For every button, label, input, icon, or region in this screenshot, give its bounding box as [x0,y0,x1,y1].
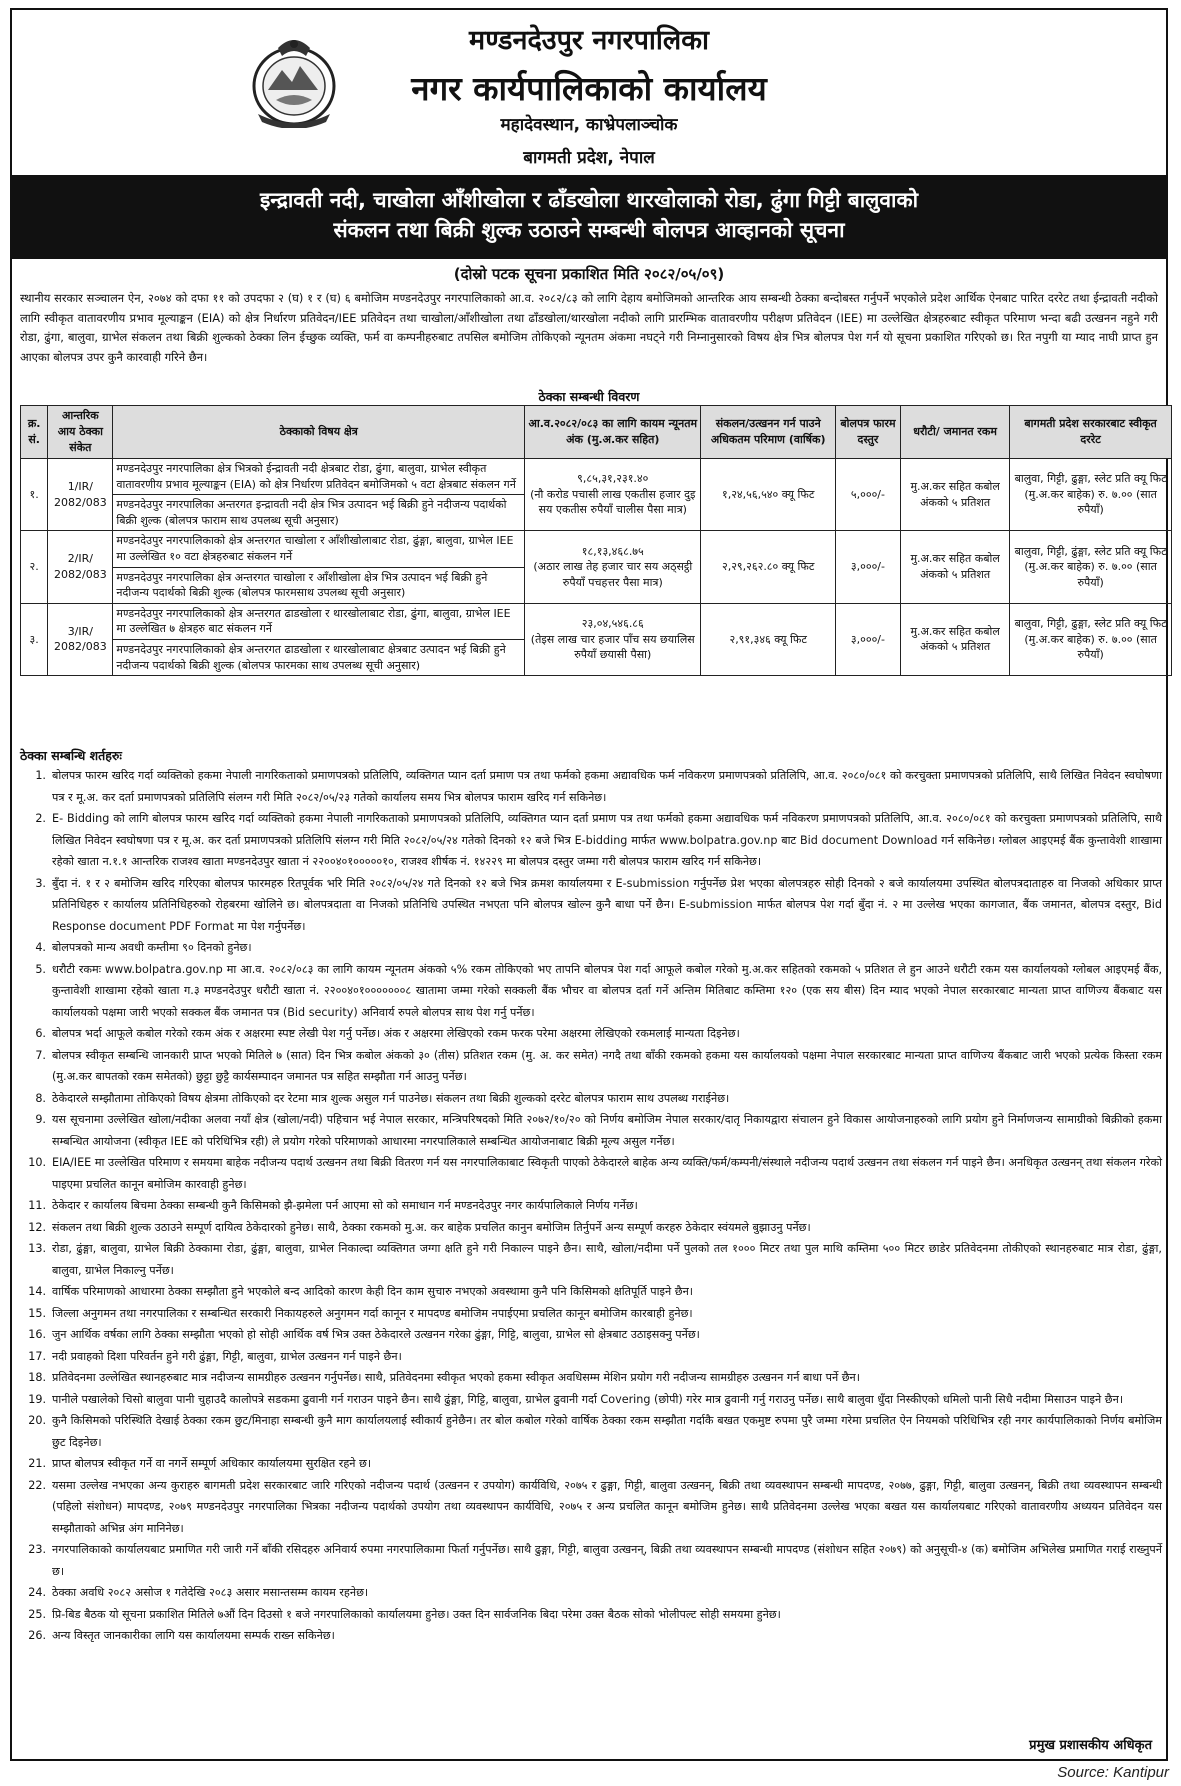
condition-number: 13. [28,1242,46,1255]
condition-text: जिल्ला अनुगमन तथा नगरपालिका र सम्बन्धित सरकारी निकायहरुले अनुगमन गर्दा कानून र मापदण्ड बमोजिम नपाईएमा प्रचलित कानून बमोजिम कारबाही हुनेछ। [52,1306,693,1320]
table-row [21,459,1172,531]
condition-number: 3. [35,876,46,890]
condition-number: 16. [28,1328,46,1341]
row-scope-sale: मण्डनदेउपुर नगरपालिका क्षेत्र अन्तरगत चाखोला र आँशीखोला क्षेत्र भित्र उत्पादन भई बिक्री हुने नदीजन्य पदार्थको बिक्री शुल्क (बोलपत्र फारमसाथ उपलब्ध सूची अनुसार) [113,567,524,603]
row-scope-collection: मण्डनदेउपुर नगरपालिकाको क्षेत्र अन्तरगत चाखोला र आँशीखोलाबाट रोडा, ढुंङ्गा, बालुवा, ग्राभेल IEE मा उल्लेखित १० वटा क्षेत्रहरुबाट संकलन गर्ने [116,534,514,563]
condition-item [20,765,1162,808]
condition-number: 7. [35,1048,46,1062]
row-scope-collection: मण्डनदेउपुर नगरपालिकाको क्षेत्र अन्तरगत ढाडखोला र थारखोलाबाट रोडा, ढुंगा, बालुवा, ग्राभेल IEE मा उल्लेखित ७ क्षेत्रहरु बाट संकलन गर्ने [116,606,511,636]
row-scope [113,459,525,531]
row-deposit: मु.अ.कर सहित कबोल अंकको ५ प्रतिशत [901,531,1010,603]
condition-text: यसमा उल्लेख नभएका अन्य कुराहरु बागमती प्रदेश सरकारबाट जारि गरिएको नदीजन्य पदार्थ (उत्खनन र उपयोग) कार्यविधि, २०७५ र ढुङ्गा, गिट्टी, बालुवा उत्खनन्, बिक्री तथा व्यवस्थापन सम्बन्धी मापदण्ड, २०७७, ढुङ्गा, गिट्टी, बालुवा उत्खनन्, बिक्री तथा व्यवस्थापन सम्बन्धी (पहिलो संशोधन) मापदण्ड, २०७९ मण्डनदेउपुर नगरपालिका भित्रका नदीजन्य पदार्थको उपयोग तथा व्यवस्थापन कार्यविधि, २०७५ र अन्य प्रचलित कानून बमोजिम हुनेछ। साथै प्रतिवेदनमा उल्लेख भएका बखत यस कार्यालयबाट गरिएको वातावरणीय अध्ययन प्रतिवेदन यस सम्झौताको अभिन्न अंग मानिनेछ। [52,1478,1163,1535]
row-min-amount [525,531,701,603]
condition-item [20,1109,1162,1152]
row-scope-sale: मण्डनदेउपुर नगरपालिका अन्तरगत इन्द्रावती नदी क्षेत्र भित्र उत्पादन भई बिक्री हुने नदीजन्य पदार्थको बिक्री शुल्क (बोलपत्र फाराम साथ उपलब्ध सूची अनुसार) [113,494,524,530]
condition-number: 2. [35,812,46,825]
condition-item [20,1604,1162,1626]
condition-text: EIA/IEE मा उल्लेखित परिमाण र समयमा बाहेक नदीजन्य पदार्थ उत्खनन तथा बिक्री वितरण गर्न यस नगरपालिकाबाट स्विकृती पाएको ठेकेदारले बाहेक अन्य व्यक्ति/फर्म/कम्पनी/संस्थाले नदीजन्य पदार्थ उत्खनन तथा संकलन गर्न पाइने छैन। अनधिकृत उत्खनन् तथा संकलन गरेको पाइएमा प्रचलित कानून बमोजिम कारवाही हुनेछ। [52,1156,1162,1191]
condition-item [20,1195,1162,1217]
condition-text: ठेकेदार र कार्यालय बिचमा ठेक्का सम्बन्धी कुनै किसिमको झै-झमेला पर्न आएमा सो को समाधान गर्न मण्डनदेउपुर नगर कार्यपालिकाले निर्णय गर्नेछ। [52,1199,638,1212]
condition-number: 11. [28,1199,46,1212]
condition-number: 5. [35,962,46,976]
header [12,10,1166,175]
condition-item [20,1045,1162,1088]
header-quantity: संकलन/उत्खनन गर्न पाउने अधिकतम परिमाण (वार्षिक) [701,406,835,459]
header-sn: क्र. सं. [21,406,48,459]
signatory-title: प्रमुख प्रशासकीय अधिकृत [1029,1738,1152,1753]
condition-text: वार्षिक परिमाणको आधारमा ठेक्का सम्झौता हुने भएकोले बन्द आदिको कारण केही दिन काम सुचारु नभएको अवस्थामा कुनै पनि किसिमको क्षतिपूर्ति पाइने छैन। [52,1285,694,1298]
row-deposit: मु.अ.कर सहित कबोल अंकको ५ प्रतिशत [901,603,1010,675]
condition-number: 12. [28,1220,46,1234]
condition-item [20,1238,1162,1281]
condition-item [20,1475,1162,1540]
condition-text: अन्य विस्तृत जानकारीका लागि यस कार्यालयमा सम्पर्क राख्न सकिनेछ। [52,1629,335,1642]
row-min-amount-words: (नौ करोड पचासी लाख एकतीस हजार दुइ सय एकतीस रुपैयाँ चालीस पैसा मात्र) [530,487,696,517]
condition-item [20,1303,1162,1325]
condition-number: 24. [28,1586,46,1599]
condition-number: 20. [28,1414,46,1427]
notice-publish-date: (दोस्रो पटक सूचना प्रकाशित मिति २०८२/०५/०९) [453,265,725,283]
condition-item [20,1389,1162,1411]
row-quantity: २,२९,२६२.८० क्यू फिट [701,531,835,603]
municipality-name: मण्डनदेउपुर नगरपालिका [469,25,709,56]
header-scope: ठेक्काको विषय क्षेत्र [113,406,525,459]
notice-title-line-1: इन्द्रावती नदी, चाखोला आँशीखोला र ढाँडखोला थारखोलाको रोडा, ढुंगा गिट्टी बालुवाको [259,188,919,212]
table-row [21,531,1172,603]
row-min-amount-words: (अठार लाख तेह हजार चार सय अठ्सट्ठी रुपैयाँ पचहत्तर पैसा मात्र) [533,560,693,589]
row-sn: १. [21,459,48,531]
row-scope-collection: मण्डनदेउपुर नगरपालिका क्षेत्र भित्रको ईन्द्रावती नदी क्षेत्रबाट रोडा, ढुंगा, बालुवा, ग्राभेल स्वीकृत वातावरणीय प्रभाव मूल्याङ्कन (EIA) को क्षेत्र निर्धारण प्रतिवेदन बमोजिमको ५ वटा क्षेत्रबाट संकलन गर्ने [116,462,516,491]
source-credit: Source: Kantipur [1057,1764,1169,1781]
condition-text: प्रतिवेदनमा उल्लेखित स्थानहरुबाट मात्र नदीजन्य सामग्रीहरु उत्खनन गर्नुपर्नेछ। साथै, प्रतिवेदनमा स्वीकृत भएको हकमा स्वीकृत अवधिसम्म मेशिन प्रयोग गरी नदीजन्य सामग्रीहरु उत्खनन गर्न बाधा पर्ने छैन। [52,1371,861,1384]
row-sn: २. [21,531,48,603]
row-min-amount-figure: १८,१३,४६८.७५ [581,544,644,558]
condition-number: 23. [28,1543,46,1556]
condition-text: संकलन तथा बिक्री शुल्क उठाउने सम्पूर्ण दायित्व ठेकेदारको हुनेछ। साथै, ठेक्का रकमको मु.अ. कर बाहेक प्रचलित कानुन बमोजिम तिर्नुपर्ने अन्य सम्पूर्ण करहरु ठेकेदार स्वंयमले बुझाउनु पर्नेछ। [52,1220,811,1234]
condition-number: 22. [28,1478,46,1492]
condition-text: ठेकेदारले सम्झौतामा तोकिएको विषय क्षेत्रमा तोकिएको दर रेटमा मात्र शुल्क असुल गर्न पाउनेछ। संकलन तथा बिक्री शुल्कको दररेट बोलपत्र फाराम साथ उपलब्ध गराईनेछ। [52,1091,730,1105]
condition-number: 1. [35,769,46,782]
contract-table [20,405,1172,676]
notice-frame [10,8,1168,1761]
condition-text: बोलपत्र स्वीकृत सम्बन्धि जानकारी प्राप्त भएको मितिले ७ (सात) दिन भित्र कबोल अंकको ३० (तीस) प्रतिशत रकम (मु. अ. कर समेत) नगदै तथा बाँकी रकमको हकमा यस कार्यालयको पक्षमा नेपाल सरकारबाट मान्यता प्राप्त वाणिज्य बैंकबाट जारी भएको प्रत्येक किस्ता रकम (मु.अ.कर बापतको रकम समेतको) छुट्टा छुट्टै कार्यसम्पादन जमानत पत्र सहित सम्झौता गर्न आउनु पर्नेछ। [52,1048,1162,1083]
row-form-fee: ५,०००/- [835,459,900,531]
condition-text: प्राप्त बोलपत्र स्वीकृत गर्ने वा नगर्ने सम्पूर्ण अधिकार कार्यालयमा सुरक्षित रहने छ। [52,1457,372,1470]
header-form-fee: बोलपत्र फारम दस्तुर [835,406,900,459]
table-header-row [21,406,1172,459]
condition-item [20,1023,1162,1045]
condition-number: 21. [28,1457,46,1470]
condition-item [20,1324,1162,1346]
condition-text: बोलपत्र भर्दा आफूले कबोल गरेको रकम अंक र अक्षरमा स्पष्ट लेखी पेश गर्नु पर्नेछ। अंक र अक्षरमा लेखिएको रकम फरक परेमा अक्षरमा लेखिएको रकमलाई मान्यता दिइनेछ। [52,1027,740,1040]
condition-item [20,1582,1162,1604]
row-min-amount [525,603,701,675]
condition-item [20,1367,1162,1389]
condition-text: E- Bidding को लागि बोलपत्र फारम खरिद गर्दा व्यक्तिको हकमा नेपाली नागरिकताको प्रमाणपत्रको प्रतिलिपि, व्यक्तिगत प्यान दर्ता प्रमाण पत्र तथा फर्मको हकमा अद्यावधिक फर्म नविकरण प्रमाणपत्रको प्रतिलिपि, आ.व. २०८०/०८१ को करचुक्ता प्रमाणपत्रको प्रतिलिपि, साथै लिखित निवेदन स्वघोषणा पत्र र मू.अ. कर दर्ता प्रमाणपत्रको प्रतिलिपि संलग्न गरी मिति २०८२/०५/२४ गतेको दिनको १२ बजे भित्र E-bidding मार्फत www.bolpatra.gov.np बाट Bid document Download गर्न सकिनेछ। ग्लोबल आइएमई बैंक कुन्तावेशी शाखामा रहेको खाता न.१.१ आन्तरिक राजश्व खाता मण्डनदेउपुर खाता नं २२००४०१०००००१०, राजश्व शीर्षक नं. १४२२९ मा बोलपत्र दस्तुर जम्मा गरी बोलपत्र फाराम खरिद गर्न सकिनेछ। [52,812,1162,868]
condition-text: नदी प्रवाहको दिशा परिवर्तन हुने गरी ढुंङ्गा, गिट्टी, बालुवा, ग्राभेल उत्खनन गर्न पाइने छैन। [52,1349,402,1363]
row-rate: बालुवा, गिट्टी, ढुङ्गा, स्लेट प्रति क्यू फिट (मु.अ.कर बाहेक) रु. ७.०० (सात रुपैयाँ) [1010,459,1172,531]
condition-text: यस सूचनामा उल्लेखित खोला/नदीका अलवा नयाँ क्षेत्र (खोला/नदी) पहिचान भई नेपाल सरकार, मन्त्रिपरिषदको मिति २०७२/१०/२० को निर्णय बमोजिम नेपाल सरकार/दातृ निकायद्वारा संचालन हुने विकास आयोजनाहरुको लागि प्रयोग हुने निर्माणजन्य सामाग्रीको बिक्रीको हकमा सम्बन्धित आयोजना (स्वीकृत IEE को परिधिभित्र रही) ले प्रयोग गरेको परिमाणको आधारमा नगरपालिकाले सम्बन्धित आयोजनाबाट बिक्री मूल्य असुल गर्नेछ। [52,1113,1162,1148]
condition-item [20,1346,1162,1368]
row-min-amount [525,459,701,531]
row-scope-sale: मण्डनदेउपुर नगरपालिकाको क्षेत्र अन्तरगत ढाडखोला र थारखोलाबाट क्षेत्रबाट उत्पादन भई बिक्री हुने नदीजन्य पदार्थको बिक्री शुल्क (बोलपत्र फारमका साथ उपलब्ध सूची अनुसार) [113,639,524,675]
header-code: आन्तरिक आय ठेक्का संकेत [48,406,113,459]
row-rate: बालुवा, गिट्टी, ढुङ्गा, स्लेट प्रति क्यू फिट (मु.अ.कर बाहेक) रु. ७.०० (सात रुपैयाँ) [1010,603,1172,675]
notice-title-line-2: संकलन तथा बिक्री शुल्क उठाउने सम्बन्धी बोलपत्र आव्हानको सूचना [333,218,845,242]
condition-number: 10. [28,1156,46,1169]
row-min-amount-words: (तेइस लाख चार हजार पाँच सय छयालिस रुपैयाँ छयासी पैसा) [530,632,695,662]
condition-item [20,1410,1162,1453]
row-code: 2/IR/ 2082/083 [48,531,113,603]
row-sn: ३. [21,603,48,675]
condition-number: 8. [35,1091,46,1105]
table-row [21,603,1172,675]
condition-item [20,873,1162,938]
table-title: ठेक्का सम्बन्धी विवरण [538,389,640,404]
condition-item [20,1453,1162,1475]
condition-text: बोलपत्रको मान्य अवधी कम्तीमा ९० दिनको हुनेछ। [52,941,252,954]
row-form-fee: ३,०००/- [835,603,900,675]
row-scope [113,531,525,603]
condition-text: रोडा, ढुंङ्गा, बालुवा, ग्राभेल बिक्री ठेक्कामा रोडा, ढुंङ्गा, बालुवा, ग्राभेल निकाल्दा व्यक्तिगत जग्गा क्षति हुने गरी निकाल्न पाइने छैन। साथै, खोला/नदीमा पर्ने पुलको तल १००० मिटर तथा पुल माथि कम्तिमा ५०० मिटर छाडेर प्रतिवेदनमा तोकीएको स्थानहरुबाट मात्र रोडा, ढुंङ्गा, बालुवा, ग्राभेल निकाल्नु पर्नेछ। [52,1242,1162,1277]
row-deposit: मु.अ.कर सहित कबोल अंकको ५ प्रतिशत [901,459,1010,531]
condition-text: कुनै किसिमको परिस्थिति देखाई ठेक्का रकम छुट/मिनाहा सम्बन्धी कुनै माग कार्यालयलाई स्वीकार्य हुनेछैन। तर बोल कबोल गरेको वार्षिक ठेक्का रकम सम्झौता गर्दाकै बखत एकमुष्ट रुपमा पुरै जम्मा गरेमा प्रचलित ऐन नियमको परिधिभित्र रही नगर कार्यपालिकाको निर्णय बमोजिम छुट दिइनेछ। [52,1414,1162,1449]
header-rate: बागमती प्रदेश सरकारबाट स्वीकृत दररेट [1010,406,1172,459]
row-code: 1/IR/ 2082/083 [48,459,113,531]
office-name: नगर कार्यपालिकाको कार्यालय [411,69,767,108]
conditions-list [20,765,1162,1647]
condition-number: 18. [28,1371,46,1384]
condition-text: नगरपालिकाको कार्यालयबाट प्रमाणित गरी जारी गर्ने बाँकी रसिदहरु अनिवार्य रुपमा नगरपालिकामा फिर्ता गर्नुपर्नेछ। साथै ढुङ्गा, गिट्टी, बालुवा उत्खनन्, बिक्री तथा व्यवस्थापन सम्बन्धी मापदण्ड (संशोधन सहित २०७९) को अनुसूची-४ (क) बमोजिम अभिलेख प्रमाणित गराई राख्नुपर्ने छ। [52,1543,1162,1578]
condition-text: बुँदा नं. १ र २ बमोजिम खरिद गरिएका बोलपत्र फारमहरु रितपूर्वक भरि मिति २०८२/०५/२४ गते दिनको १२ बजे भित्र क्रमश कार्यालयमा र E-submission गर्नुपर्नेछ प्रेश भएका बोलपत्रहरु सोही दिनको २ बजे कार्यालयमा उपस्थित बोलपत्रदाताहरु वा निजको अधिकार प्राप्त प्रतिनिधिहरु र कार्यालय प्रतिनिधिहरुको रोहबरमा खोलिने छ। बोलपत्रदाता वा निजको प्रतिनिधि उपस्थित नभएता पनि बोलपत्र खोल्न कुनै बाधा पर्ने छैन। E-submission मार्फत बोलपत्र पेश गर्दा बुँदा नं. २ मा उल्लेख भएका कागजात, बैंक जमानत, बोलपत्र दस्तुर, Bid Response document PDF Format मा पेश गर्नुपर्नेछ। [52,876,1162,933]
condition-text: जुन आर्थिक वर्षका लागि ठेक्का सम्झौता भएको हो सोही आर्थिक वर्ष भित्र उक्त ठेकेदारले उत्खनन गरेका ढुंङ्गा, गिट्टि, बालुवा, ग्राभेल सो क्षेत्रबाट उठाइसक्नु पर्नेछ। [52,1328,700,1341]
condition-item [20,1152,1162,1195]
condition-number: 26. [28,1629,46,1642]
row-scope [113,603,525,675]
conditions-title: ठेक्का सम्बन्धि शर्तहरुः [20,748,122,763]
office-location: महादेवस्थान, काभ्रेपलाञ्चोक [500,115,678,135]
condition-item [20,1625,1162,1647]
header-min-amount: आ.व.२०८२/०८३ का लागि कायम न्यूनतम अंक (मु.अ.कर सहित) [525,406,701,459]
condition-item [20,937,1162,959]
condition-item [20,1088,1162,1110]
condition-item [20,959,1162,1024]
condition-number: 17. [28,1349,46,1363]
condition-number: 6. [35,1027,46,1040]
condition-item [20,808,1162,873]
notice-title-banner [12,175,1166,259]
condition-item [20,1281,1162,1303]
condition-text: पानीले पखालेको चिसो बालुवा पानी चुहाउदै कालोपत्रे सडकमा ढुवानी गर्न गराउन पाइने छैन। साथै ढुंङ्गा, गिट्टि, बालुवा, ग्राभेल ढुवानी गर्दा Covering (छोपी) गरेर मात्र ढुवानी गर्नु गराउनु पर्नेछ। साथै बालुवा धुँदा निस्कीएको धमिलो पानी सिधै नदीमा मिसाउन पाइने छैन। [52,1392,1124,1406]
row-code: 3/IR/ 2082/083 [48,603,113,675]
row-quantity: २,९१,३४६ क्यू फिट [701,603,835,675]
condition-text: बोलपत्र फारम खरिद गर्दा व्यक्तिको हकमा नेपाली नागरिकताको प्रमाणपत्रको प्रतिलिपि, व्यक्तिगत प्यान दर्ता प्रमाण पत्र तथा फर्मको हकमा अद्यावधिक फर्म नविकरण प्रमाणपत्रको प्रतिलिपि, आ.व. २०८०/०८१ को करचुक्ता प्रमाणपत्रको प्रतिलिपि, साथै लिखित निवेदन स्वघोषणा पत्र र मू.अ. कर दर्ता प्रमाणपत्रको प्रतिलिपि संलग्न गरी मिति २०८२/०५/२३ गतेको कार्यालय समय भित्र बोलपत्र फाराम खरिद गर्न सकिनेछ। [52,769,1162,804]
condition-item [20,1539,1162,1582]
condition-number: 15. [28,1306,46,1320]
condition-number: 19. [28,1392,46,1406]
condition-text: ठेक्का अवधि २०८२ असोज १ गतेदेखि २०८३ असार मसान्तसम्म कायम रहनेछ। [52,1586,369,1599]
row-rate: बालुवा, गिट्टी, ढुंङ्गा, स्लेट प्रति क्यू फिट (मु.अ.कर बाहेक) रु. ७.०० (सात रुपैयाँ) [1010,531,1172,603]
condition-number: 14. [28,1285,46,1298]
condition-text: प्रि-बिड बैठक यो सूचना प्रकाशित मितिले ७औं दिन दिउसो १ बजे नगरपालिकाको कार्यालयमा हुनेछ। उक्त दिन सार्वजनिक बिदा परेमा उक्त बैठक सोको भोलीपल्ट सोही समयमा हुनेछ। [52,1607,781,1621]
header-deposit: धरौटी/ जमानत रकम [901,406,1010,459]
condition-item [20,1217,1162,1239]
row-quantity: १,२४,५६,५४० क्यू फिट [701,459,835,531]
intro-paragraph: स्थानीय सरकार सञ्चालन ऐन, २०७४ को दफा ११ को उपदफा २ (घ) १ र (घ) ६ बमोजिम मण्डनदेउपुर नगरपालिकाको आ.व. २०८२/८३ को लागि देहाय बमोजिमको आन्तरिक आय सम्बन्धी ठेक्का बन्दोबस्त गर्नुपर्ने भएकोले प्रदेश आर्थिक ऐनबाट पारित दररेट तथा ईन्द्रावती नदीको लागि स्वीकृत वातावरणीय प्रभाव मूल्याङ्कन (EIA) को क्षेत्र निर्धारण प्रतिवेदन/IEE प्रतिवेदन तथा चाखोला/आँशीखोला तथा ढाँडखोला/थारखोला नदीको लागि प्रारम्भिक वातावरणीय परीक्षण प्रतिवेदन (IEE) मा उल्लेखित क्षेत्रहरुबाट स्वीकृत परिमाण भन्दा बढी उत्खनन नहुने गरी रोडा, ढुंगा, बालुवा, ग्राभेल संकलन तथा बिक्री शुल्कको ठेक्का लिन ईच्छुक व्यक्ति, फर्म वा कम्पनीहरुबाट तपसिल बमोजिम तोकिएको न्यूनतम अंकमा नघट्ने गरी निम्नानुसारको विषय क्षेत्र भित्र बोलपत्र पेश गर्न यो सूचना प्रकाशित गरिएको छ। रित नपुगी या म्याद नाघी प्राप्त हुन आएका बोलपत्र उपर कुनै कारवाही गरिने छैन। [20,291,1158,364]
office-province: बागमती प्रदेश, नेपाल [523,148,655,168]
row-min-amount-figure: २३,०४,५४६.८६ [581,617,644,631]
condition-text: धरौटी रकमः www.bolpatra.gov.np मा आ.व. २०८२/०८३ का लागि कायम न्यूनतम अंकको ५% रकम तोकिएको भए तापनि बोलपत्र पेश गर्दा आफूले कबोल गरेको मु.अ.कर सहितको रकमको ५ प्रतिशत ले हुन आउने धरौटी रकम यस कार्यालयको ग्लोबल आइएमई बैंक, कुन्तावेशी शाखामा रहेको खाता ग.३ मण्डनदेउपुर धरौटी खाता नं. २२००४०१०००००००८ खातामा जम्मा गरेको सक्कली बैंक भौचर वा बोलपत्र दर्ता गर्ने अन्तिम मितिबाट कम्तिमा १२० (एक सय बीस) दिन म्याद भएको नेपाल सरकारबाट मान्यता प्राप्त वाणिज्य बैंकबाट यस कार्यालयको पक्षमा जारी भएको सक्कल बैंक जमानत पत्र (Bid security) अनिवार्य रुपले बोलपत्र साथ पेश गर्नु पर्नेछ। [52,962,1162,1019]
condition-number: 4. [35,941,46,954]
row-form-fee: ३,०००/- [835,531,900,603]
row-min-amount-figure: ९,८५,३१,२३१.४० [577,472,649,486]
condition-number: 25. [28,1607,46,1621]
condition-number: 9. [35,1113,46,1126]
